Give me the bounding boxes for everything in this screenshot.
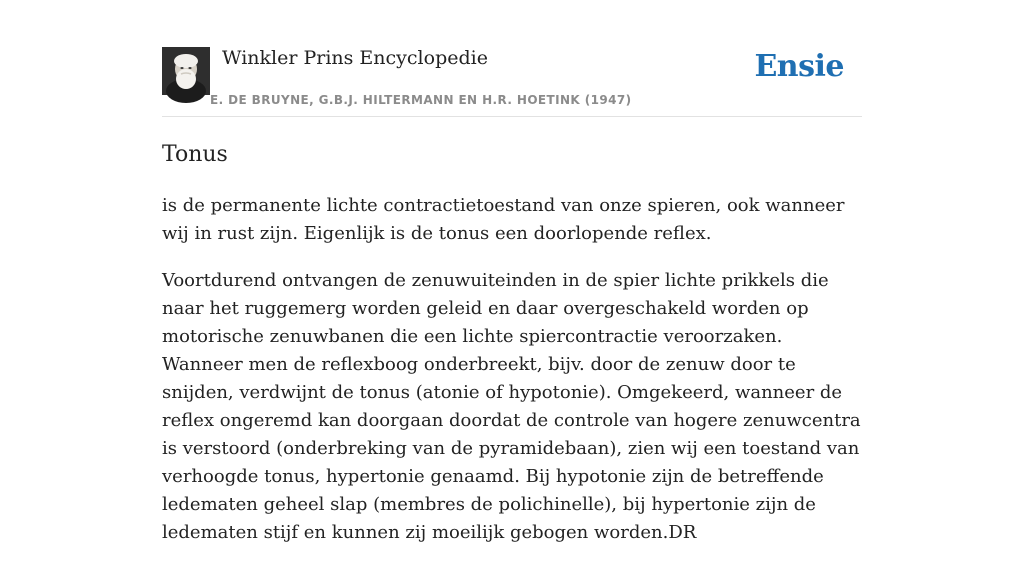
source-authors: E. DE BRUYNE, G.B.J. HILTERMANN EN H.R. HOETINK (1947) [210,93,632,107]
source-header [162,44,862,117]
page [162,0,862,543]
brand-logo[interactable]: Ensie [754,49,844,84]
entry-paragraph: is de permanente lichte contractietoestand van onze spieren, ook wanneer wij in rust zijn. Eigenlijk is de tonus een doorlopende reflex. [162,195,845,244]
source-title[interactable]: Winkler Prins Encyclopedie [222,47,488,69]
author-avatar[interactable] [162,47,210,95]
entry-paragraph: Voortdurend ontvangen de zenuwuiteinden in de spier lichte prikkels die naar het ruggemerg worden geleid en daar overgeschakeld worden op motorische zenuwbanen die een lichte spiercontractie veroorzaken. Wanneer men de reflexboog onderbreekt, bijv. door de zenuw door te snijden, verdwijnt de tonus (atonie of hypotonie). Omgekeerd, wanneer de reflex ongeremd kan doorgaan doordat de controle van hogere zenuwcentra is verstoord (onderbreking van de pyramidebaan), zien wij een toestand van verhoogde tonus, hypertonie genaamd. Bij hypotonie zijn de betreffende ledematen geheel slap (membres de polichinelle), bij hypertonie zijn de ledematen stijf en kunnen zij moeilijk gebogen worden.DR [162,270,861,543]
author-portrait-icon [162,47,210,95]
entry-title: Tonus [162,142,228,167]
entry-body [162,192,867,566]
